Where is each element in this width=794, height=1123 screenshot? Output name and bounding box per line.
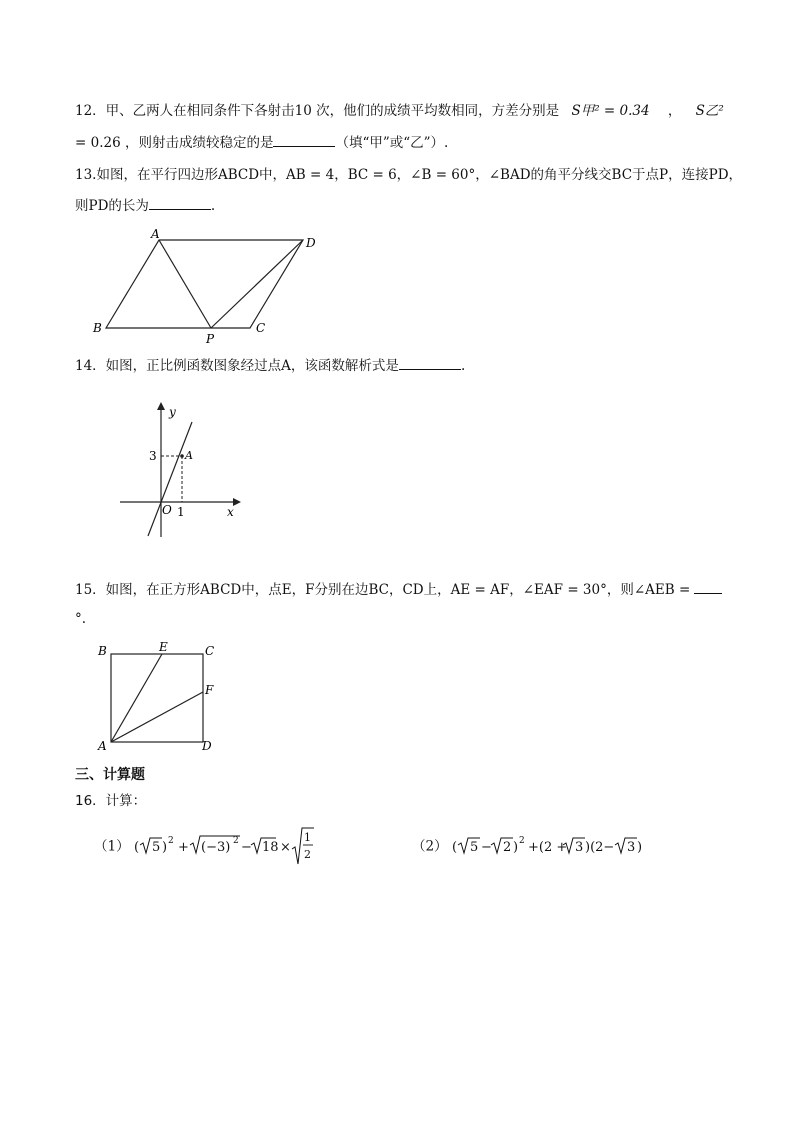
q13-label-C: C (256, 321, 266, 335)
svg-text:2: 2 (303, 848, 311, 861)
svg-text:−: − (240, 840, 252, 855)
q13-line2 (75, 196, 215, 215)
svg-text:×: × (279, 840, 291, 855)
svg-text:): ) (512, 840, 518, 855)
svg-text:(: ( (451, 840, 457, 855)
q14-label-1: 1 (177, 505, 185, 519)
q15-line1 (75, 580, 722, 599)
q13-label-P: P (206, 332, 215, 346)
svg-text:2: 2 (232, 836, 239, 846)
svg-text:): ) (636, 840, 642, 855)
section-heading: 三、计算题 (75, 767, 145, 783)
q16-part1-expression (134, 826, 314, 868)
svg-text:+(2 +: +(2 + (527, 840, 568, 855)
x-axis-arrow-icon (233, 498, 241, 506)
q15-line2: °. (75, 611, 87, 627)
q12-text: 12．甲、乙两人在相同条件下各射击10 次，他们的成绩平均数相同，方差分别是 (75, 103, 560, 119)
q12-line2 (75, 133, 448, 152)
q15-label-F: F (205, 683, 214, 697)
svg-text:)(2−: )(2− (584, 840, 615, 855)
q12-answer-blank[interactable] (273, 133, 335, 147)
svg-text:1: 1 (303, 831, 311, 844)
svg-text:(: ( (133, 840, 139, 855)
q13-line1: 13.如图，在平行四边形ABCD中，AB = 4，BC = 6，∠B = 60°，∠BAD的角平分线交BC于点P，连接PD， (75, 167, 743, 183)
q14-label-y: y (169, 405, 176, 419)
q15-label-A: A (98, 739, 107, 753)
q13-label-B: B (93, 321, 102, 335)
q15-text: 15．如图，在正方形ABCD中，点E，F分别在边BC，CD上，AE = AF，∠EAF = 30°，则∠AEB = (75, 582, 691, 598)
q15-label-C: C (205, 644, 215, 658)
q14-text: 14．如图，正比例函数图象经过点A，该函数解析式是 (75, 358, 399, 374)
svg-text:−: − (480, 840, 492, 855)
q13-parallelogram-figure (85, 222, 335, 347)
q16-part2-expression (452, 826, 642, 868)
q14-label-x: x (227, 505, 234, 519)
q15-answer-blank[interactable] (694, 580, 722, 594)
svg-text:): ) (161, 840, 167, 855)
svg-text:2: 2 (167, 836, 174, 846)
svg-text:3: 3 (626, 840, 636, 855)
svg-text:3: 3 (574, 840, 584, 855)
q14-period: . (460, 358, 466, 374)
q14-label-O: O (162, 503, 172, 517)
q13-text: 则PD的长为 (75, 198, 149, 214)
q12-text-3: （填“甲”或“乙”）. (335, 135, 449, 151)
q13-period: . (210, 198, 216, 214)
q16-part1 (94, 826, 314, 868)
svg-text:5: 5 (151, 840, 161, 855)
q14-function-graph (115, 402, 255, 542)
q12-line1: 12．甲、乙两人在相同条件下各射击10 次，他们的成绩平均数相同，方差分别是 S甲² = 0.34 ， S乙² (75, 103, 724, 119)
q15-label-E: E (159, 640, 168, 654)
q13-label-D: D (306, 236, 316, 250)
q14-label-3: 3 (149, 449, 157, 463)
q15-label-D: D (202, 739, 212, 753)
q12-variance-jia: S甲² = 0.34 (571, 103, 650, 119)
y-axis-arrow-icon (157, 402, 165, 410)
svg-text:(−3): (−3) (200, 840, 231, 855)
q16-part2-label: （2） (412, 838, 448, 855)
q16-part1-label: （1） (94, 838, 130, 855)
q14-label-A: A (185, 449, 193, 462)
q16-part2 (412, 826, 642, 868)
svg-text:18: 18 (261, 840, 279, 855)
q15-label-B: B (98, 644, 107, 658)
svg-text:2: 2 (502, 840, 512, 855)
svg-text:2: 2 (518, 836, 525, 846)
q13-answer-blank[interactable] (149, 196, 211, 210)
q15-square-figure (92, 640, 227, 755)
q12-variance-yi: S乙² (695, 103, 724, 119)
q14-answer-blank[interactable] (399, 356, 461, 370)
q13-label-A: A (151, 227, 160, 241)
q14-line (75, 356, 465, 375)
svg-text:+: + (177, 840, 189, 855)
q16-title: 16．计算： (75, 793, 147, 809)
q12-text-2: = 0.26 ，则射击成绩较稳定的是 (75, 135, 274, 151)
svg-text:5: 5 (469, 840, 479, 855)
q14-point-A (180, 454, 184, 458)
